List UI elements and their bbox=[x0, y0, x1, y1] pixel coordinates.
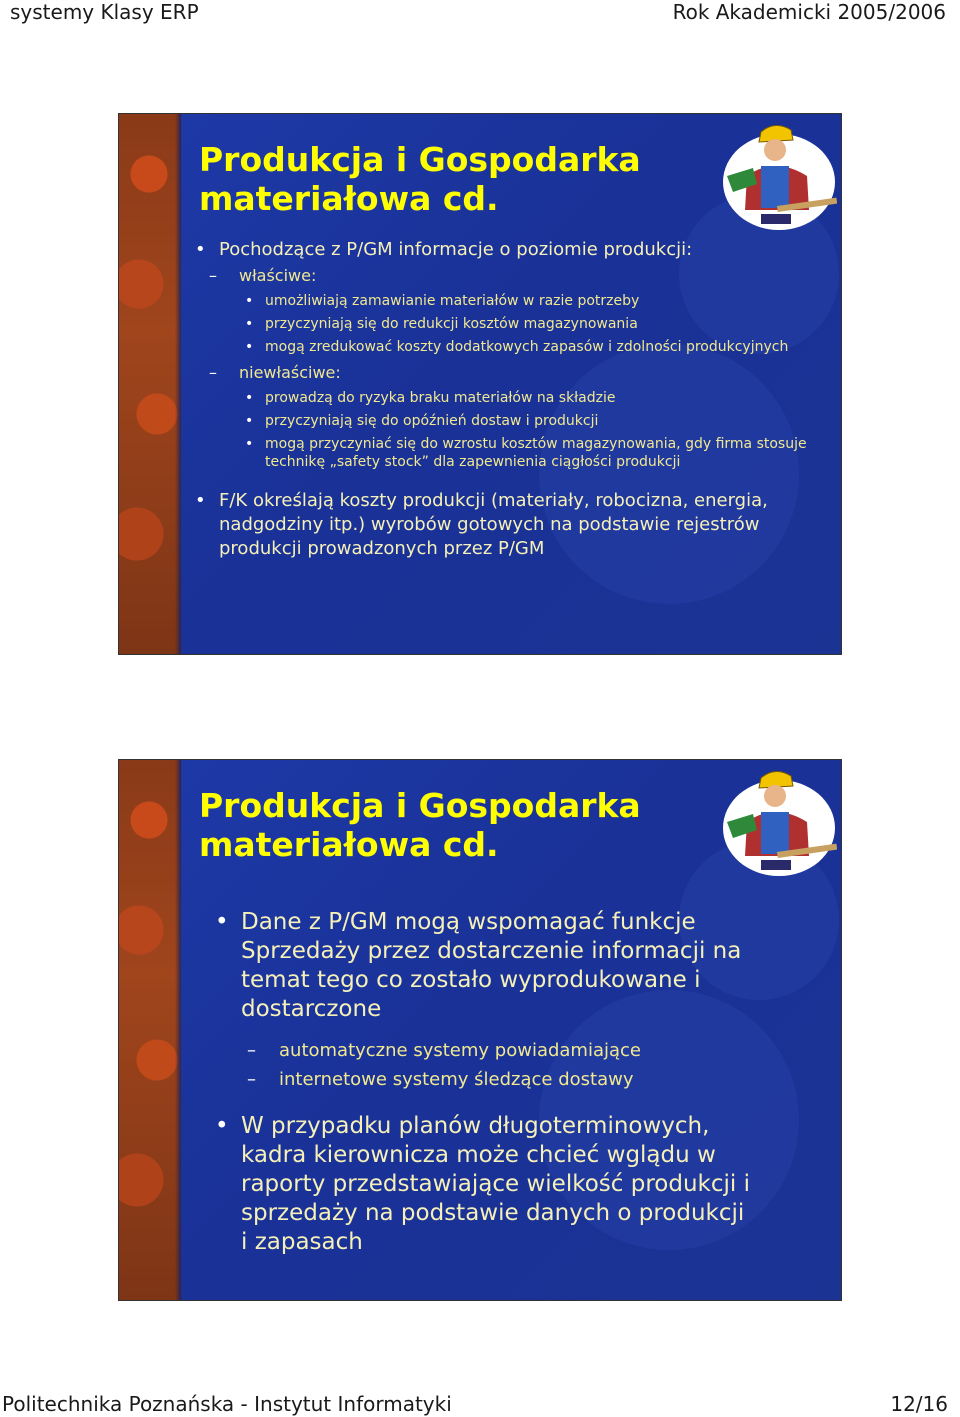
slide-title-line1: Produkcja i Gospodarka bbox=[199, 786, 641, 825]
slide-2 bbox=[118, 759, 842, 1301]
list-item: • przyczyniają się do opóźnień dostaw i produkcji bbox=[243, 412, 811, 430]
page-number: 12/16 bbox=[890, 1392, 948, 1416]
footer-institution: Politechnika Poznańska - Instytut Informatyki bbox=[2, 1392, 452, 1416]
list-item: – internetowe systemy śledzące dostawy bbox=[247, 1065, 751, 1094]
list-item: • mogą przyczyniać się do wzrostu kosztów magazynowania, gdy firma stosuje technikę „safety stock” dla zapewnienia ciągłości produkcji bbox=[243, 435, 811, 471]
construction-worker-icon bbox=[717, 766, 837, 876]
slide-title bbox=[199, 786, 641, 864]
list-item: • umożliwiają zamawianie materiałów w razie potrzeby bbox=[243, 292, 811, 310]
list-item: – automatyczne systemy powiadamiające bbox=[247, 1036, 751, 1065]
slide-body bbox=[193, 238, 811, 561]
slide-title bbox=[199, 140, 641, 218]
bullet-long-term-plans: • W przypadku planów długoterminowych, kadra kierownicza może chcieć wglądu w raporty przedstawiające wielkość produkcji i sprzedaży na podstawie danych o produkcji i zapasach bbox=[191, 1112, 751, 1257]
list-item: • prowadzą do ryzyka braku materiałów na składzie bbox=[243, 389, 811, 407]
bullet-sales-data: • Dane z P/GM mogą wspomagać funkcje Sprzedaży przez dostarczenie informacji na temat tego co zostało wyprodukowane i dostarczone bbox=[191, 908, 751, 1024]
list-item: • przyczyniają się do redukcji kosztów magazynowania bbox=[243, 315, 811, 333]
sub-bullet-proper: – właściwe: bbox=[209, 265, 811, 286]
slide-title-line2: materiałowa cd. bbox=[199, 825, 499, 864]
slide-body bbox=[191, 908, 751, 1257]
header-course-title: systemy Klasy ERP bbox=[10, 0, 199, 24]
bullet-fk-costs: • F/K określają koszty produkcji (materiały, robocizna, energia, nadgodziny itp.) wyrobów gotowych na podstawie rejestrów produkcji prowadzonych przez P/GM bbox=[193, 489, 811, 561]
header-academic-year: Rok Akademicki 2005/2006 bbox=[672, 0, 946, 24]
gears-icon bbox=[119, 760, 181, 1300]
slide-title-line1: Produkcja i Gospodarka bbox=[199, 140, 641, 179]
slide-1 bbox=[118, 113, 842, 655]
sub-bullet-improper: – niewłaściwe: bbox=[209, 362, 811, 383]
construction-worker-icon bbox=[717, 120, 837, 230]
list-item: • mogą zredukować koszty dodatkowych zapasów i zdolności produkcyjnych bbox=[243, 338, 811, 356]
bullet-pgm-info: • Pochodzące z P/GM informacje o poziomie produkcji: bbox=[193, 238, 811, 262]
gears-icon bbox=[119, 114, 181, 654]
slide-title-line2: materiałowa cd. bbox=[199, 179, 499, 218]
